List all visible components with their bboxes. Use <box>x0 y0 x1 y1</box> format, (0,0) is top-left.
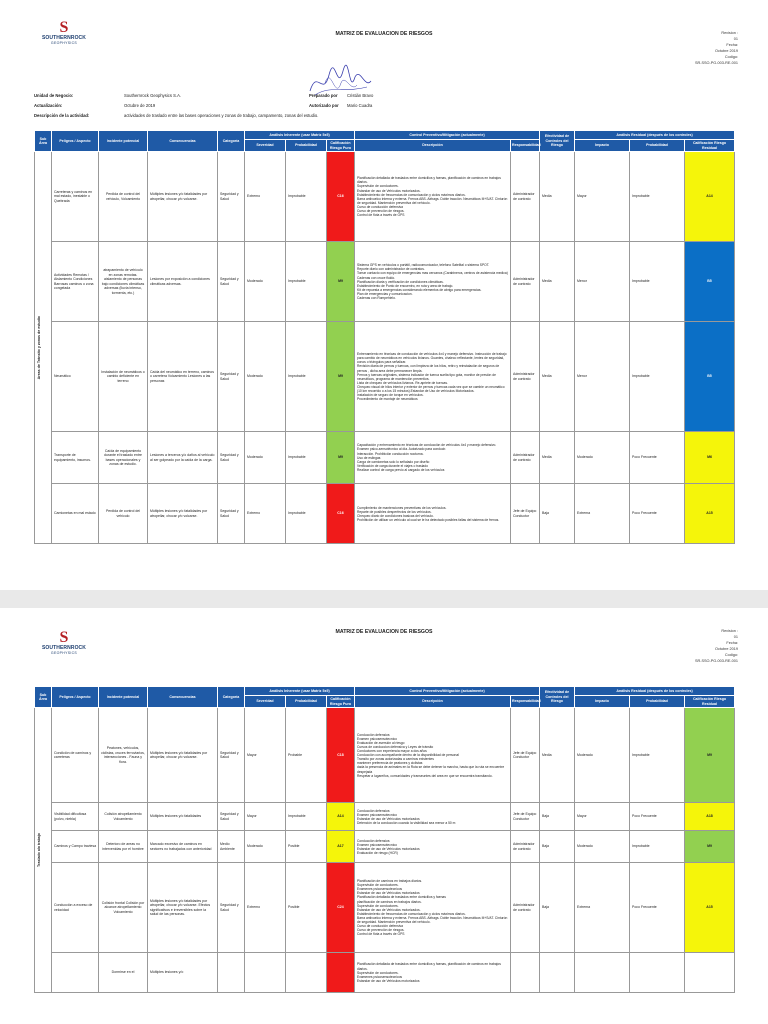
logo-name: SOUTHERNROCK <box>42 35 86 41</box>
consequences-cell: Múltiples lesiones y/o fatalidades por atropellar, chocar y/o volcarse. <box>148 484 218 544</box>
severity-cell: Moderado <box>245 831 286 863</box>
code-label: Codigo: <box>724 55 738 59</box>
probability-cell: Probable <box>286 708 327 803</box>
residual-probability-cell: Poco Frecuente <box>630 863 685 953</box>
sub-area-cell <box>35 152 52 544</box>
consequences-cell: Marcado excesivo de caminos en sectores no trabajados con anterioridad <box>148 831 218 863</box>
logo-name: SOUTHERNROCK <box>42 645 86 651</box>
severity-cell: Moderado <box>245 322 286 432</box>
residual-probability-cell: Improbable <box>630 152 685 242</box>
header-pure-rating: Calificación Riesgo Puro <box>327 140 355 152</box>
header-residual-analysis: Análisis Residual (después de los controles) <box>575 131 735 140</box>
date-value: Octubre 2019 <box>714 647 738 651</box>
pure-rating-cell: M9 <box>327 432 355 484</box>
incident-cell: atrapamiento de vehículo en zonas remotas. aislamiento de personas bajo condiciones climáticas adversas (lluvia intenso, tormenta, etc.) <box>99 242 148 322</box>
hazard-cell <box>52 953 99 993</box>
effectiveness-cell <box>540 953 575 993</box>
category-cell: Seguridad y Salud <box>218 322 245 432</box>
header-effectiveness: Efectividad de Controles del Riesgo <box>540 687 575 708</box>
header-probability: Probabilidad <box>286 696 327 708</box>
probability-cell: Posible <box>286 863 327 953</box>
control-description-cell: Conducción defensiva Examen psicosensotecnico Estandar de uso de Vehículos motorizados Evaluación de riesgo (HCR) <box>355 831 511 863</box>
header-preventive-control: Control Preventivo/Mitigación (actualmente) <box>355 687 540 696</box>
severity-cell: Mayor <box>245 708 286 803</box>
header-residual-rating: Calificación Riesgo Residual <box>685 140 735 152</box>
residual-rating-cell: M9 <box>685 831 735 863</box>
document-title: MATRIZ DE EVALUACION DE RIESGOS <box>335 31 433 37</box>
risk-row <box>35 803 735 831</box>
residual-probability-cell: Improbable <box>630 242 685 322</box>
hazard-cell: Actividades Remotas / Aislamiento Condiciones Barrosas caminos o zona congelada <box>52 242 99 322</box>
authorized-by-value: Mario Cuadra <box>347 103 373 108</box>
header-severity: Severidad <box>245 696 286 708</box>
responsible-cell: Administrador de contrato <box>511 152 540 242</box>
header-consequences: Consecuencias <box>148 687 218 708</box>
severity-cell: Moderado <box>245 242 286 322</box>
code-label: Codigo: <box>724 653 738 657</box>
impact-cell: Menor <box>575 242 630 322</box>
responsible-cell <box>511 953 540 993</box>
revision-value: 01 <box>733 37 738 41</box>
responsible-cell: Administrador de contrato <box>511 831 540 863</box>
impact-cell <box>575 953 630 993</box>
authorized-by-label: Autorizado por <box>309 103 339 108</box>
severity-cell: Extremo <box>245 484 286 544</box>
header-category: Categoría <box>218 131 245 152</box>
residual-probability-cell: Poco Frecuente <box>630 803 685 831</box>
header-residual-analysis: Análisis Residual (después de los controles) <box>575 687 735 696</box>
severity-cell: Mayor <box>245 803 286 831</box>
responsible-cell: Jefe de Equipo Conductor <box>511 803 540 831</box>
severity-cell: Extremo <box>245 863 286 953</box>
control-description-cell: Cumplimiento de mantenciones preventivas de los vehículos. Reparte de posibles desperfectos de los vehículos. Chequeo diario de condiciones basicas del vehículo. Prohibición de utilizar un vehículo al cual se le ha detectado posibles fallas del sistema de frenos. <box>355 484 511 544</box>
pure-rating-cell: C16 <box>327 152 355 242</box>
category-cell: Seguridad y Salud <box>218 152 245 242</box>
control-description-cell: Entrenamiento en técnicas de conducción de vehículos 4x4 y manejo defensivo. Instrucción de trabajo para cambio de neumáticos en vehículos livianos. Guantes, chaleco reflectante, lentes de seguridad, conos o triángulos para señalizar. Revisión diaria de pernos y tuercas, con limpieza de los hilos, retiro y reinstalación de seguros de pernos , dicha area debe permanecer limpia. Pernos y tuercas originales, sistema indicador de tuerca suelta tipo gota, monitor de presión de neumáticos, programa de mantención preventiva. Lista de chequeo de vehículos livianos. Re-apriete de tuercas. Chequeo visual de hilos interior y exterior de pernos y tuercas cada vez que se cambie un neumático (10 km recorrido o a los 15 minutos).Estandar de Uso de vehículos Motorizados. Instalación de seguro de torque en vehículos. Procedimiento de montaje de neumáticos <box>355 322 511 432</box>
consequences-cell: Múltiples lesiones y/o <box>148 953 218 993</box>
probability-cell <box>286 953 327 993</box>
category-cell: Seguridad y Salud <box>218 708 245 803</box>
pure-rating-cell: C16 <box>327 484 355 544</box>
control-description-cell: Planificación detallada de traslados entre domicilios y faenas, planificación de caminos en trabajos diarios. Supervisión de conductores. Examenes psicosensotecnicos Estandar de uso de Vehiculos motorizados <box>355 953 511 993</box>
residual-probability-cell: Improbable <box>630 322 685 432</box>
effectiveness-cell: Media <box>540 322 575 432</box>
category-cell: Seguridad y Salud <box>218 863 245 953</box>
severity-cell <box>245 953 286 993</box>
incident-cell: Dormirse en el <box>99 953 148 993</box>
pure-rating-cell: C18 <box>327 708 355 803</box>
probability-cell: Posible <box>286 831 327 863</box>
date-label: Fecha: <box>726 43 738 47</box>
impact-cell: Mayor <box>575 803 630 831</box>
category-cell <box>218 953 245 993</box>
pure-rating-cell <box>327 953 355 993</box>
header-preventive-control: Control Preventivo/Mitigación (actualmente) <box>355 131 540 140</box>
risk-row <box>35 863 735 953</box>
probability-cell: Improbable <box>286 152 327 242</box>
residual-probability-cell: Poco Frecuente <box>630 432 685 484</box>
activity-description-value: actividades de traslado entre las bases operaciones y zonas de trabajo, campamento, zonas del estudio. <box>124 113 319 118</box>
activity-description-label: Descripción de la actividad: <box>34 113 90 118</box>
effectiveness-cell: Baja <box>540 484 575 544</box>
revision-block <box>695 30 738 66</box>
header-description: Descripción <box>355 140 511 152</box>
control-description-cell: Planificación detallada de traslados entre domicilios y faenas, planificación de caminos en trabajos diarios. Supervisión de conductores. Estandar de uso de Vehículos motorizados. Establecimiento de frecuencias de comunicación y ciclos máximos diarios. Barra antivuelco interna y externa. Frenos ABS. Airbags. Doble tracción. Neumáticos M+S/AT. Cinturón de seguridad. Mantención preventiva del vehículo. Curso de conducción defensiva Curso de prevención de riesgos. Control de flota a través de GPS <box>355 152 511 242</box>
header-severity: Severidad <box>245 140 286 152</box>
risk-row <box>35 242 735 322</box>
hazard-cell: Transporte de equipamiento, insumos. <box>52 432 99 484</box>
control-description-cell: Conducción defensiva Examen psicosensotecnico Estandar de uso de Vehículos motorizados Detención de la conducción cuando la visibilidad sea menor a 50 m <box>355 803 511 831</box>
hazard-cell: Camionetas en mal estado <box>52 484 99 544</box>
effectiveness-cell: Baja <box>540 803 575 831</box>
probability-cell: Improbable <box>286 242 327 322</box>
prepared-by-label: Preparado por <box>309 93 338 98</box>
header-effectiveness: Efectividad de Controles del Riesgo <box>540 131 575 152</box>
effectiveness-cell: Media <box>540 708 575 803</box>
effectiveness-cell: Media <box>540 432 575 484</box>
responsible-cell: Administrador de contrato <box>511 242 540 322</box>
impact-cell: Moderado <box>575 831 630 863</box>
risk-row <box>35 152 735 242</box>
residual-rating-cell: A15 <box>685 484 735 544</box>
residual-rating-cell: A18 <box>685 803 735 831</box>
header-incident: Incidente potencial <box>99 131 148 152</box>
header-hazard: Peligros / Aspecto <box>52 131 99 152</box>
probability-cell: Improbable <box>286 432 327 484</box>
sub-area-label: Traslado a/o trabajo <box>37 833 41 868</box>
header-inherent-analysis: Análisis Inherente (usar Matriz 5x5) <box>245 131 355 140</box>
prepared-by-value: Cristián Bravo <box>347 93 374 98</box>
header-sub-area: Sub Área <box>35 687 52 708</box>
header-description: Descripción <box>355 696 511 708</box>
header-responsible: Responsabilidad <box>511 140 540 152</box>
effectiveness-cell: Baja <box>540 831 575 863</box>
sub-area-cell <box>35 708 52 993</box>
responsible-cell: Jefe de Equipo Conductor <box>511 708 540 803</box>
hazard-cell: Carreteras y caminos en mal estado, inestable o Quebrada <box>52 152 99 242</box>
consequences-cell: Múltiples lesiones y/o fatalidades <box>148 803 218 831</box>
pure-rating-cell: A14 <box>327 803 355 831</box>
header-residual-rating: Calificación Riesgo Residual <box>685 696 735 708</box>
update-value: Octubre de 2019 <box>124 103 156 108</box>
header-responsible: Responsabilidad <box>511 696 540 708</box>
incident-cell: Caída de equipamiento durante el traslado entre bases operacionales y zonas de estudio. <box>99 432 148 484</box>
header-pure-rating: Calificación Riesgo Puro <box>327 696 355 708</box>
revision-label: Revision : <box>721 31 738 35</box>
business-unit-value: Southernrock Geophysics S.A. <box>124 93 182 98</box>
hazard-cell: Caminos y Campo traviesa <box>52 831 99 863</box>
hazard-cell: Conducción a exceso de velocidad <box>52 863 99 953</box>
risk-row <box>35 953 735 993</box>
residual-rating-cell: B5 <box>685 242 735 322</box>
incident-cell: Instalación de neumáticos o cambio deficiente en terreno <box>99 322 148 432</box>
header-consequences: Consecuencias <box>148 131 218 152</box>
risk-row <box>35 432 735 484</box>
incident-cell: Deterioro de areas no intervenidas por el hombre <box>99 831 148 863</box>
risk-row <box>35 322 735 432</box>
consequences-cell: Múltiples lesiones y/o fatalidades por atropellar, chocar y/o volcarse. <box>148 708 218 803</box>
incident-cell: Peatones, vehículos, ciclistas, cruces ferroviarios, intersecciones - Fauna y flora. <box>99 708 148 803</box>
category-cell: Seguridad y Salud <box>218 242 245 322</box>
code-value: SR-SSO-PG-003-RE-001 <box>694 659 738 663</box>
residual-rating-cell: B5 <box>685 322 735 432</box>
header-hazard: Peligros / Aspecto <box>52 687 99 708</box>
residual-probability-cell: Poco Frecuente <box>630 484 685 544</box>
category-cell: Seguridad y Salud <box>218 484 245 544</box>
revision-value: 01 <box>733 635 738 639</box>
header-incident: Incidente potencial <box>99 687 148 708</box>
impact-cell: Moderado <box>575 432 630 484</box>
header-inherent-analysis: Análisis Inherente (usar Matriz 5x5) <box>245 687 355 696</box>
control-description-cell: Sistema GPS en vehículos o portátil, radiocomunicador, telefono Satelital o sistema SPOT. Reporte diario con administrador de contratos. Tomar contacto con equipo de emergencias mas cercanos (Carabineros, centros de asistencia medica) Cadenas con cruce fluido. Planificación diaria y verificación de condiciones climáticas. Establecimiento de Punto de encuentro, en ruta y area de trabajo. Kit de repuesta a emergencias considerando elementos de abrigo para emergencias. Plan de emergencias y comunicacion. Cadenas con Rompehielo. <box>355 242 511 322</box>
probability-cell: Improbable <box>286 484 327 544</box>
effectiveness-cell: Media <box>540 242 575 322</box>
header-sub-area: Sub Área <box>35 131 52 152</box>
document-title: MATRIZ DE EVALUACION DE RIESGOS <box>335 629 433 635</box>
control-description-cell: Capacitación y entrenamiento en técnicas de conducción de vehículos 4x4 y manejo defensivo. Examen psico-sensotécnico al día. Autorizado para conducir. Interacción. Prohibición conducción nocturna. Uso de eslingas Carga de camionetas solo lo señalado por diseño Verificación de carga durante el viajes o traslado Realizar control de carga previo al cargado de los vehículos <box>355 432 511 484</box>
impact-cell: Extrema <box>575 863 630 953</box>
consequences-cell: Lesiones por exposición a condiciones climáticas adversas. <box>148 242 218 322</box>
category-cell: Seguridad y Salud <box>218 432 245 484</box>
probability-cell: Improbable <box>286 322 327 432</box>
header-probability: Probabilidad <box>286 140 327 152</box>
header-category: Categoría <box>218 687 245 708</box>
consequences-cell: Lesiones a terceros y/o daños al vehículo al ser golpeado por la caída de la carga. <box>148 432 218 484</box>
incident-cell: Perdida de control del vehículo <box>99 484 148 544</box>
header-residual-probability: Probabilidad <box>630 696 685 708</box>
pure-rating-cell: C24 <box>327 863 355 953</box>
probability-cell: Improbable <box>286 803 327 831</box>
control-description-cell: Planificación de caminos en trabajos diarios. Supervisión de conductores. Examenes psicosensotecnicos Estandar de uso de Vehículos motorizados Planificación detallada de traslados entre domicilios y faenas planificación de caminos en trabajos diarios. Supervisión de conductores. Estandar de uso de Vehículos motorizados. Establecimiento de frecuencias de comunicación y ciclos máximos diarios. Barra antivuelco interna y externa. Frenos ABS. Airbags. Doble tracción. Neumáticos M+S/AT. Cinturón de seguridad. Mantención preventiva del vehículo. Curso de conducción defensiva Curso de prevención de riesgos. Control de flota a través de GPS <box>355 863 511 953</box>
hazard-cell: Visibilidad dificultosa (polvo, niebla) <box>52 803 99 831</box>
pure-rating-cell: M9 <box>327 322 355 432</box>
header-residual-probability: Probabilidad <box>630 140 685 152</box>
impact-cell: Moderado <box>575 708 630 803</box>
logo-subtitle: GEOPHYSICS <box>50 41 78 45</box>
pure-rating-cell: A17 <box>327 831 355 863</box>
residual-probability-cell <box>630 953 685 993</box>
header-impact: Impacto <box>575 696 630 708</box>
residual-rating-cell <box>685 953 735 993</box>
risk-matrix-table <box>34 130 735 544</box>
impact-cell: Mayor <box>575 152 630 242</box>
logo-subtitle: GEOPHYSICS <box>50 651 78 655</box>
date-value: Octubre 2019 <box>714 49 738 53</box>
category-cell: Medio Ambiente <box>218 831 245 863</box>
consequences-cell: Múltiples lesiones y/o fatalidades por atropellar, chocar y/o volcarse. <box>148 152 218 242</box>
responsible-cell: Administrador de contrato <box>511 432 540 484</box>
responsible-cell: Jefe de Equipo Conductor <box>511 484 540 544</box>
pure-rating-cell: M9 <box>327 242 355 322</box>
consequences-cell: Caída del neumático en terreno, caminos o carretera Volcamiento Lesiones a las personas <box>148 322 218 432</box>
sub-area-label: Areas de Tránsito y zonas de estudio <box>37 316 41 380</box>
residual-rating-cell: A15 <box>685 863 735 953</box>
hazard-cell: Neumático <box>52 322 99 432</box>
control-description-cell: Conducción defensiva Examen psicosensotecnico Evaluación de aversión al riesgo Cursos de conduccion defensiva y Leyes de tránsito Conductores con experiencia mayor a dos años Conducción con acompañante dentro de la disponibilidad de personal Transito por zonas autorizadas a caminos existentes mantener preferencia de peatones y ciclistas dada la presencia de animales en la Ruta se debe detener la marcha, hasta que la ruta se encuentre despejada Respetar a lugareños, comunidades y transeuntes del area en que se encuentra transitando. <box>355 708 511 803</box>
residual-probability-cell: Improbable <box>630 708 685 803</box>
severity-cell: Extremo <box>245 152 286 242</box>
severity-cell: Moderado <box>245 432 286 484</box>
update-label: Actualización: <box>34 103 63 108</box>
date-label: Fecha: <box>726 641 738 645</box>
business-unit-label: Unidad de Negocio: <box>34 93 74 98</box>
residual-rating-cell: A14 <box>685 152 735 242</box>
risk-matrix-table <box>34 686 735 993</box>
consequences-cell: Múltiples lesiones y/o fatalidades por atropellar, chocar y/o volcarse. Efectos significativos e irreversibles sobre la salud de las personas. <box>148 863 218 953</box>
logo-mark: S <box>59 629 69 646</box>
document-page-2 <box>0 608 768 1024</box>
residual-rating-cell: M6 <box>685 432 735 484</box>
logo-mark: S <box>59 19 69 36</box>
effectiveness-cell: Baja <box>540 863 575 953</box>
risk-row <box>35 831 735 863</box>
revision-label: Revision : <box>721 629 738 633</box>
effectiveness-cell: Media <box>540 152 575 242</box>
residual-rating-cell: M9 <box>685 708 735 803</box>
responsible-cell: Administrador de contrato <box>511 322 540 432</box>
residual-probability-cell: Improbable <box>630 831 685 863</box>
category-cell: Seguridad y Salud <box>218 803 245 831</box>
risk-row <box>35 484 735 544</box>
revision-block <box>695 628 738 664</box>
impact-cell: Extrema <box>575 484 630 544</box>
incident-cell: Perdida de control del vehículo, Volcamiento <box>99 152 148 242</box>
hazard-cell: Condición de caminos y carreteras <box>52 708 99 803</box>
incident-cell: Colisión frontal Colisión por alcance atropellamiento Volcamiento <box>99 863 148 953</box>
header-impact: Impacto <box>575 140 630 152</box>
responsible-cell: Administrador de contrato <box>511 863 540 953</box>
risk-row <box>35 708 735 803</box>
incident-cell: Colisión atropellamiento Volcamiento <box>99 803 148 831</box>
impact-cell: Menor <box>575 322 630 432</box>
code-value: SR-SSO-PG-003-RE-001 <box>694 61 738 65</box>
